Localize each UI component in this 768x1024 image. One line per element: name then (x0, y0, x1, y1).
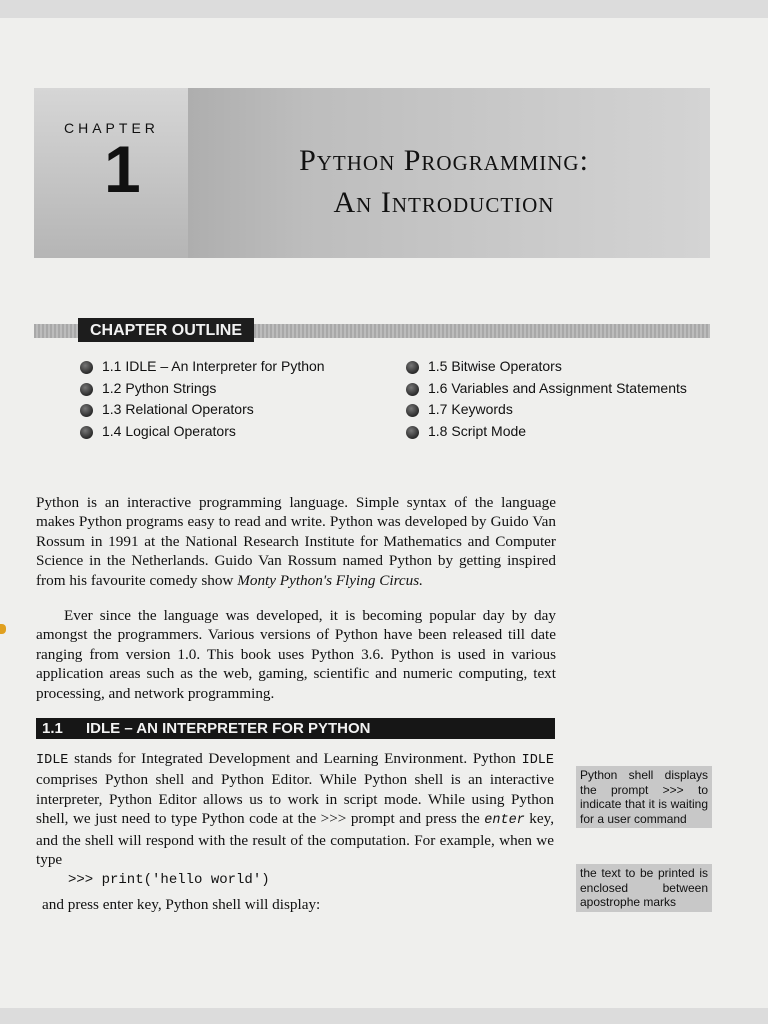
outline-item: 1.6 Variables and Assignment Statements (406, 378, 687, 400)
section-number: 1.1 (42, 720, 63, 737)
bullet-icon (80, 383, 93, 396)
chapter-outline-heading: CHAPTER OUTLINE (78, 318, 254, 342)
section-paragraph: IDLE stands for Integrated Development and Learning Environment. Python IDLE comprises Python shell and Python Editor. While Python shell is an interactive interpreter, Python Editor allows us to work in script mode. While using Python shell, we just need to type Python code at the >>> prompt and press the enter key, and the shell will respond with the result of the computation. For example, when we type (36, 750, 554, 869)
outline-list-left (80, 356, 325, 442)
section-heading (36, 718, 555, 739)
outline-item: 1.7 Keywords (406, 399, 687, 421)
outline-item: 1.8 Script Mode (406, 421, 687, 443)
page-tab-marker (0, 624, 6, 634)
bullet-icon (80, 404, 93, 417)
chapter-title-line2: An Introduction (333, 186, 555, 219)
chapter-title (194, 140, 694, 224)
outline-item: 1.4 Logical Operators (80, 421, 325, 443)
margin-note-prompt: Python shell displays the prompt >>> to indicate that it is waiting for a user command (576, 766, 712, 828)
chapter-label: CHAPTER (64, 120, 159, 136)
outline-item: 1.5 Bitwise Operators (406, 356, 687, 378)
section-title: IDLE – AN INTERPRETER FOR PYTHON (86, 720, 371, 737)
chapter-banner (34, 88, 710, 258)
intro-paragraph-1: Python is an interactive programming language. Simple syntax of the language makes Python programs easy to read and write. Python was developed by Guido Van Rossum in 1991 at the National Research Institute for Mathematics and Computer Science in the Netherlands. Guido Van Rossum named Python by getting inspired from his favourite comedy show Monty Python's Flying Circus. (36, 494, 556, 589)
show-title: Monty Python's Flying Circus. (237, 571, 423, 589)
margin-note-apostrophe: the text to be printed is enclosed between apostrophe marks (576, 864, 712, 912)
bullet-icon (80, 361, 93, 374)
bullet-icon (406, 426, 419, 439)
bullet-icon (406, 383, 419, 396)
outline-item: 1.3 Relational Operators (80, 399, 325, 421)
chapter-number: 1 (104, 132, 141, 206)
code-example: >>> print('hello world') (68, 872, 270, 888)
chapter-number-block (34, 88, 188, 258)
bullet-icon (80, 426, 93, 439)
outline-list-right (406, 356, 687, 442)
outline-item: 1.2 Python Strings (80, 378, 325, 400)
after-code-text: and press enter key, Python shell will display: (42, 896, 321, 913)
bullet-icon (406, 361, 419, 374)
chapter-title-line1: Python Programming: (299, 144, 589, 177)
bullet-icon (406, 404, 419, 417)
outline-item: 1.1 IDLE – An Interpreter for Python (80, 356, 325, 378)
intro-paragraph-2: Ever since the language was developed, it is becoming popular day by day amongst the programmers. Various versions of Python have been released till date ranging from version 1.0. This book uses Python 3.6. Python is used in various application areas such as the web, gaming, scientific and numeric computing, text processing, and network programming. (36, 607, 556, 702)
